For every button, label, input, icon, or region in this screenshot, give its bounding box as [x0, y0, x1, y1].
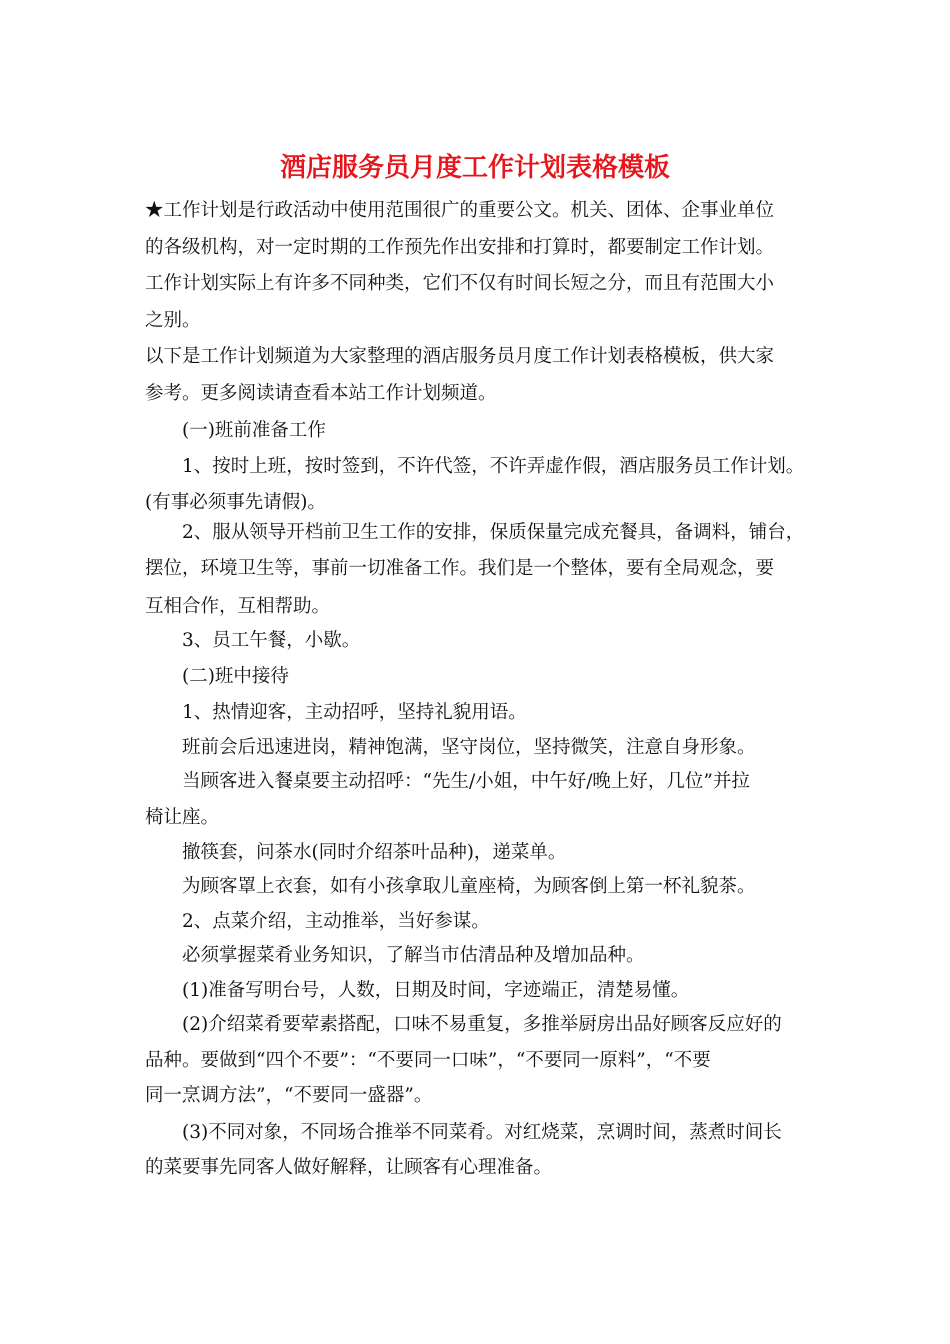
paragraph-line: 1、热情迎客，主动招呼，坚持礼貌用语。: [182, 702, 527, 723]
paragraph-line: 1、按时上班，按时签到，不许代签，不许弄虚作假，酒店服务员工作计划。: [182, 456, 805, 477]
paragraph-line: (有事必须事先请假)。: [145, 492, 326, 513]
paragraph-line: 互相合作，互相帮助。: [145, 596, 331, 617]
paragraph-line: 2、点菜介绍，主动推举，当好参谋。: [182, 911, 490, 932]
section-heading: (一)班前准备工作: [182, 420, 326, 441]
paragraph-line: 工作计划实际上有许多不同种类，它们不仅有时间长短之分，而且有范围大小: [145, 273, 775, 294]
paragraph-line: (2)介绍菜肴要荤素搭配，口味不易重复，多推举厨房出品好顾客反应好的: [182, 1014, 782, 1035]
paragraph-line: 以下是工作计划频道为大家整理的酒店服务员月度工作计划表格模板，供大家: [145, 346, 775, 367]
paragraph-line: (1)准备写明台号，人数，日期及时间，字迹端正，清楚易懂。: [182, 980, 690, 1001]
paragraph-line: 2、服从领导开档前卫生工作的安排，保质保量完成充餐具，备调料，铺台，: [182, 522, 805, 543]
paragraph-line: 之别。: [145, 310, 201, 331]
paragraph-line: 的菜要事先同客人做好解释，让顾客有心理准备。: [145, 1157, 553, 1178]
paragraph-line: ★工作计划是行政活动中使用范围很广的重要公文。机关、团体、企事业单位: [145, 200, 775, 221]
paragraph-line: 为顾客罩上衣套，如有小孩拿取儿童座椅，为顾客倒上第一杯礼貌茶。: [182, 876, 756, 897]
paragraph-line: 品种。要做到“四个不要”：“不要同一口味”，“不要同一原料”，“不要: [145, 1050, 711, 1071]
document-title: 酒店服务员月度工作计划表格模板: [279, 153, 670, 183]
paragraph-line: 必须掌握菜肴业务知识，了解当市估清品种及增加品种。: [182, 945, 645, 966]
paragraph-line: 同一烹调方法”，“不要同一盛器”。: [145, 1085, 433, 1106]
paragraph-line: 3、员工午餐，小歇。: [182, 630, 361, 651]
paragraph-line: (3)不同对象，不同场合推举不同菜肴。对红烧菜，烹调时间，蒸煮时间长: [182, 1122, 782, 1143]
paragraph-line: 摆位，环境卫生等，事前一切准备工作。我们是一个整体，要有全局观念，要: [145, 558, 775, 579]
paragraph-line: 当顾客进入餐桌要主动招呼：“先生/小姐，中午好/晚上好，几位”并拉: [182, 771, 750, 792]
paragraph-line: 参考。更多阅读请查看本站工作计划频道。: [145, 383, 497, 404]
paragraph-line: 的各级机构，对一定时期的工作预先作出安排和打算时，都要制定工作计划。: [145, 237, 775, 258]
paragraph-line: 椅让座。: [145, 807, 220, 828]
section-heading: (二)班中接待: [182, 666, 289, 687]
paragraph-line: 班前会后迅速进岗，精神饱满，坚守岗位，坚持微笑，注意自身形象。: [182, 737, 756, 758]
paragraph-line: 撤筷套，问茶水(同时介绍茶叶品种)，递菜单。: [182, 842, 567, 863]
